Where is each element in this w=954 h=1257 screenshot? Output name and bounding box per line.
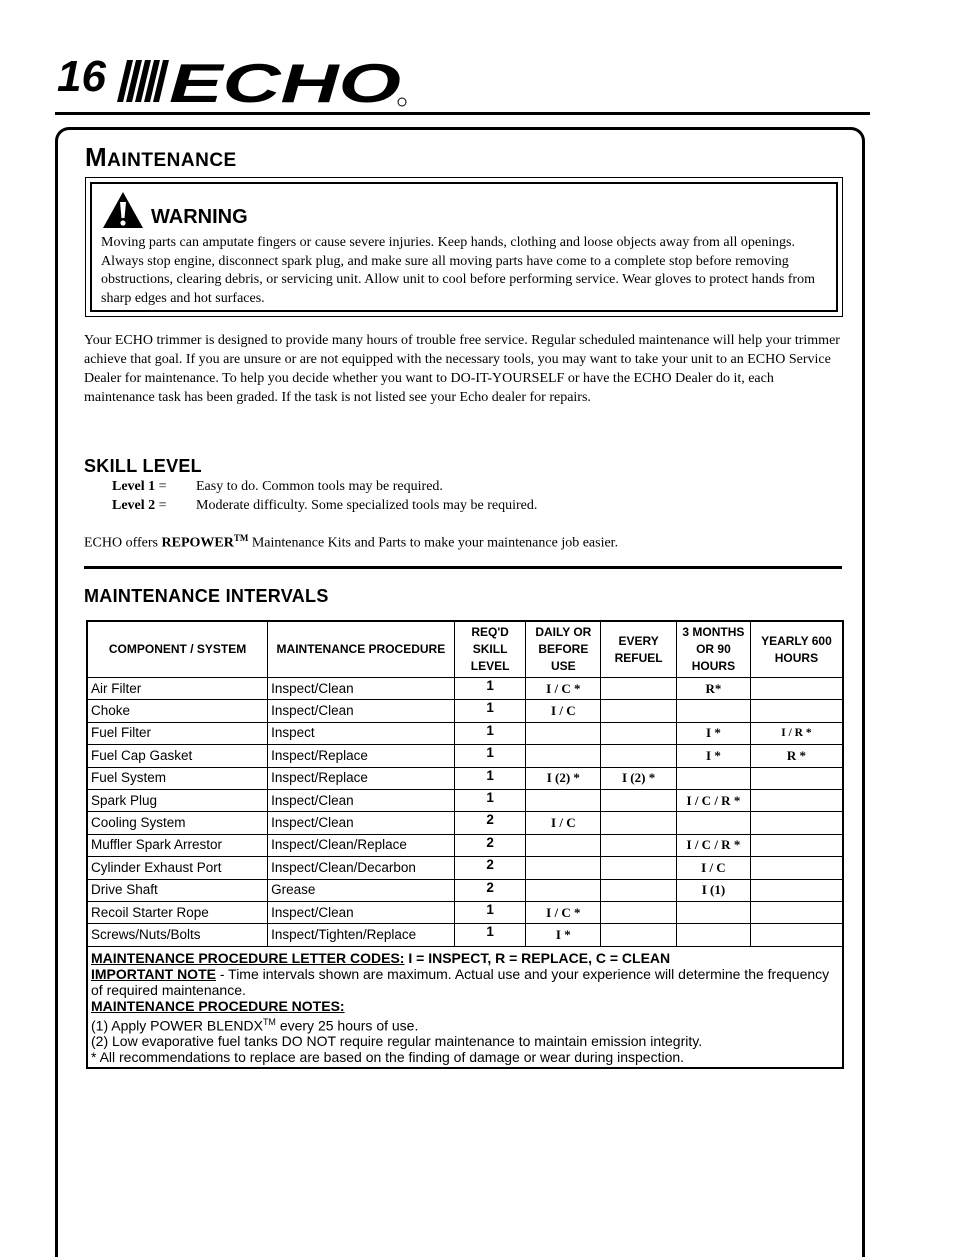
three-month-cell: I * <box>677 745 751 767</box>
component-cell: Fuel Cap Gasket <box>87 745 268 767</box>
procedure-cell: Inspect/Replace <box>268 745 455 767</box>
daily-cell <box>526 834 601 856</box>
three-month-cell <box>677 924 751 946</box>
three-month-cell: I * <box>677 722 751 744</box>
skill-level-cell: 2 <box>454 834 526 856</box>
three-month-cell <box>677 700 751 722</box>
yearly-cell <box>750 901 843 923</box>
three-month-cell: I / C / R * <box>677 789 751 811</box>
daily-cell <box>526 879 601 901</box>
three-month-cell: I / C <box>677 857 751 879</box>
echo-logo-text: ECHO <box>169 52 401 110</box>
level-label: Level 1 <box>112 479 156 494</box>
echo-logo <box>117 52 409 110</box>
three-month-cell: I (1) <box>677 879 751 901</box>
table-row <box>87 678 843 700</box>
column-header: MAINTENANCE PROCEDURE <box>268 621 455 678</box>
daily-cell <box>526 722 601 744</box>
component-cell: Drive Shaft <box>87 879 268 901</box>
three-month-cell <box>677 767 751 789</box>
skill-level-heading: SKILL LEVEL <box>84 456 202 476</box>
repower-line: ECHO offers REPOWER™ Maintenance Kits and Parts to make your maintenance job easier. <box>84 533 619 551</box>
daily-cell: I (2) * <box>526 767 601 789</box>
refuel-cell <box>601 745 677 767</box>
refuel-cell <box>601 700 677 722</box>
procedure-cell: Inspect/Clean/Decarbon <box>268 857 455 879</box>
skill-level-cell: 2 <box>454 857 526 879</box>
daily-cell <box>526 857 601 879</box>
table-row <box>87 857 843 879</box>
procedure-cell: Inspect/Clean <box>268 789 455 811</box>
component-cell: Cylinder Exhaust Port <box>87 857 268 879</box>
skill-level-cell: 1 <box>454 700 526 722</box>
procedure-cell: Inspect/Tighten/Replace <box>268 924 455 946</box>
title-rest: AINTENANCE <box>107 150 237 171</box>
daily-cell <box>526 789 601 811</box>
column-header: EVERY REFUEL <box>601 621 677 678</box>
repower-brand: REPOWER <box>161 535 234 551</box>
table-row <box>87 901 843 923</box>
component-cell: Choke <box>87 700 268 722</box>
yearly-cell <box>750 834 843 856</box>
refuel-cell <box>601 857 677 879</box>
table-row <box>87 767 843 789</box>
procedure-cell: Inspect/Clean/Replace <box>268 834 455 856</box>
daily-cell: I / C <box>526 812 601 834</box>
component-cell: Muffler Spark Arrestor <box>87 834 268 856</box>
note-3: * All recommendations to replace are based on the finding of damage or wear during inspection. <box>91 1049 685 1066</box>
column-header: DAILY OR BEFORE USE <box>526 621 601 678</box>
trademark: TM <box>262 1016 276 1027</box>
note-1: (1) Apply POWER BLENDX™ every 25 hours of use. <box>91 1016 419 1034</box>
yearly-cell <box>750 857 843 879</box>
refuel-cell <box>601 924 677 946</box>
intro-paragraph: Your ECHO trimmer is designed to provide many hours of trouble free service. Regular scheduled maintenance will help your trimmer achieve that goal. If you are unsure or are not equipped with the necessary tools, you may want to take your unit to an ECHO Service Dealer for maintenance. To help you decide whether you want to DO-IT-YOURSELF or have the ECHO Dealer do it, each maintenance task has been graded. If the task is not listed see your Echo dealer for repairs. <box>84 333 840 405</box>
three-month-cell <box>677 901 751 923</box>
title-initial: M <box>85 142 108 172</box>
refuel-cell <box>601 901 677 923</box>
table-row <box>87 745 843 767</box>
procedure-cell: Inspect/Clean <box>268 812 455 834</box>
skill-level-cell: 2 <box>454 812 526 834</box>
procedure-cell: Inspect <box>268 722 455 744</box>
table-row <box>87 812 843 834</box>
section-rule <box>84 566 842 569</box>
skill-level-cell: 1 <box>454 745 526 767</box>
procedure-cell: Inspect/Clean <box>268 700 455 722</box>
table-row <box>87 879 843 901</box>
component-cell: Cooling System <box>87 812 268 834</box>
codes-text: I = INSPECT, R = REPLACE, C = CLEAN <box>404 949 671 966</box>
column-header: YEARLY 600 HOURS <box>750 621 843 678</box>
skill-level-cell: 1 <box>454 678 526 700</box>
daily-cell: I / C * <box>526 678 601 700</box>
skill-level-2: Level 2 = Moderate difficulty. Some specialized tools may be required. <box>112 498 538 513</box>
three-month-cell: I / C / R * <box>677 834 751 856</box>
notes-row <box>87 946 843 1068</box>
component-cell: Air Filter <box>87 678 268 700</box>
procedure-cell: Inspect/Clean <box>268 678 455 700</box>
table-row <box>87 834 843 856</box>
level-description: Easy to do. Common tools may be required. <box>196 479 443 494</box>
skill-level-cell: 2 <box>454 879 526 901</box>
yearly-cell <box>750 700 843 722</box>
important-note-text: - Time intervals shown are maximum. Actual use and your experience will determine the frequency of required maintenance. <box>91 965 830 998</box>
procedure-cell: Inspect/Replace <box>268 767 455 789</box>
component-cell: Screws/Nuts/Bolts <box>87 924 268 946</box>
important-note-label: IMPORTANT NOTE <box>91 965 216 982</box>
header-rule <box>55 112 870 115</box>
table-row <box>87 789 843 811</box>
component-cell: Recoil Starter Rope <box>87 901 268 923</box>
daily-cell: I * <box>526 924 601 946</box>
procedure-notes-label: MAINTENANCE PROCEDURE NOTES: <box>91 997 345 1014</box>
column-header: 3 MONTHS OR 90 HOURS <box>677 621 751 678</box>
skill-level-cell: 1 <box>454 924 526 946</box>
component-cell: Fuel System <box>87 767 268 789</box>
notes-cell <box>87 946 843 1068</box>
component-cell: Fuel Filter <box>87 722 268 744</box>
refuel-cell: I (2) * <box>601 767 677 789</box>
skill-level-cell: 1 <box>454 901 526 923</box>
table-row <box>87 700 843 722</box>
refuel-cell <box>601 812 677 834</box>
procedure-cell: Inspect/Clean <box>268 901 455 923</box>
daily-cell: I / C <box>526 700 601 722</box>
daily-cell <box>526 745 601 767</box>
refuel-cell <box>601 879 677 901</box>
daily-cell: I / C * <box>526 901 601 923</box>
skill-level-1: Level 1 = Easy to do. Common tools may be required. <box>112 479 443 494</box>
yearly-cell <box>750 789 843 811</box>
table-row <box>87 924 843 946</box>
trademark: TM <box>233 533 249 543</box>
three-month-cell <box>677 812 751 834</box>
yearly-cell: I / R * <box>750 722 843 744</box>
page-header <box>55 40 870 118</box>
warning-text: Moving parts can amputate fingers or cause severe injuries. Keep hands, clothing and loose objects away from all openings. Always stop engine, disconnect spark plug, and make sure all moving parts have come to a complete stop before removing obstructions, clearing debris, or servicing unit. Allow unit to cool before performing service. Wear gloves to protect hands from sharp edges and hot surfaces. <box>101 235 815 307</box>
table-header-row <box>87 621 843 678</box>
warning-triangle-icon <box>101 190 145 230</box>
maintenance-intervals-table <box>86 620 844 1069</box>
yearly-cell <box>750 879 843 901</box>
column-header: COMPONENT / SYSTEM <box>87 621 268 678</box>
codes-label: MAINTENANCE PROCEDURE LETTER CODES: <box>91 949 405 966</box>
refuel-cell <box>601 789 677 811</box>
column-header: REQ'D SKILL LEVEL <box>454 621 526 678</box>
table-row <box>87 722 843 744</box>
refuel-cell <box>601 722 677 744</box>
component-cell: Spark Plug <box>87 789 268 811</box>
skill-level-cell: 1 <box>454 722 526 744</box>
procedure-cell: Grease <box>268 879 455 901</box>
note-2: (2) Low evaporative fuel tanks DO NOT require regular maintenance to maintain emission integrity. <box>91 1033 703 1050</box>
three-month-cell: R* <box>677 678 751 700</box>
level-label: Level 2 <box>112 498 156 513</box>
refuel-cell <box>601 834 677 856</box>
warning-box <box>85 177 843 317</box>
page-number: 16 <box>57 52 106 101</box>
page-title <box>85 142 237 173</box>
refuel-cell <box>601 678 677 700</box>
warning-box-inner <box>90 182 838 312</box>
yearly-cell <box>750 678 843 700</box>
warning-title: WARNING <box>151 206 248 228</box>
yearly-cell <box>750 924 843 946</box>
skill-level-cell: 1 <box>454 767 526 789</box>
skill-level-cell: 1 <box>454 789 526 811</box>
yearly-cell: R * <box>750 745 843 767</box>
level-description: Moderate difficulty. Some specialized tools may be required. <box>196 498 538 513</box>
yearly-cell <box>750 767 843 789</box>
maintenance-intervals-heading: MAINTENANCE INTERVALS <box>84 586 329 606</box>
yearly-cell <box>750 812 843 834</box>
